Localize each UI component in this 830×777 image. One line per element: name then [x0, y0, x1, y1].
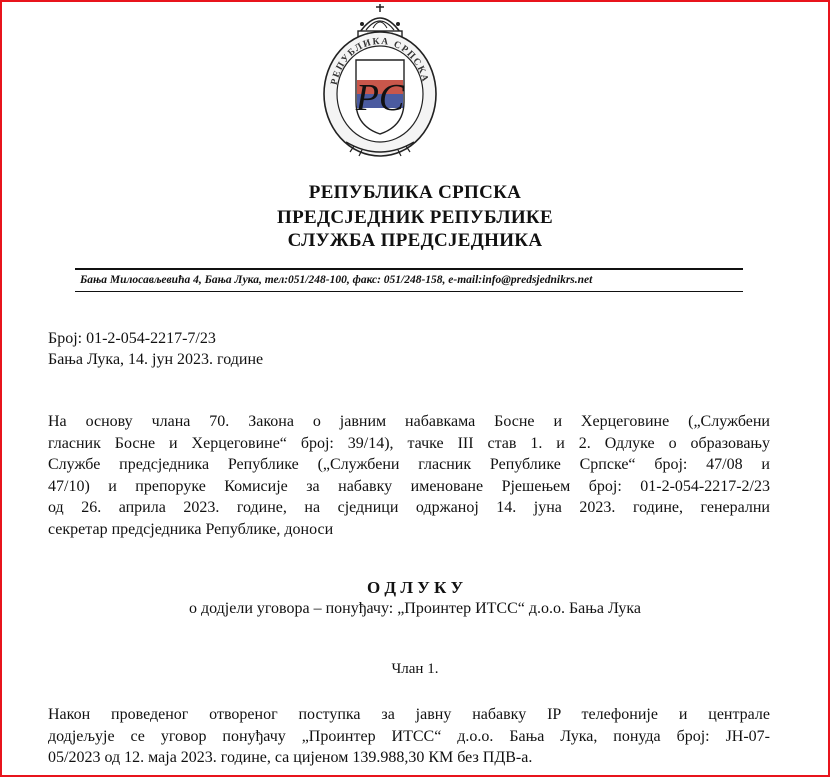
- document-number: Број: 01-2-054-2217-7/23: [48, 330, 216, 347]
- article-1-heading: Члан 1.: [391, 661, 439, 677]
- coat-of-arms-seal: [316, 2, 444, 162]
- seal-monogram: РС: [355, 77, 405, 119]
- header-office: СЛУЖБА ПРЕДСЈЕДНИКА: [287, 230, 543, 251]
- intro-paragraph: [48, 411, 770, 541]
- header-republic: РЕПУБЛИКА СРПСКА: [308, 182, 522, 203]
- intro-line: На основу члана 70. Закона о јавним набавкама Босне и Херцеговине („Службени: [48, 413, 770, 430]
- article-line: 05/2023 од 12. маја 2023. године, са цијеном 139.988,30 КМ без ПДВ-а.: [48, 749, 533, 767]
- article-1-paragraph: [48, 704, 770, 769]
- decision-title: О Д Л У К У: [366, 578, 464, 597]
- intro-line: секретар предсједника Републике, доноси: [48, 520, 334, 538]
- intro-line: 47/10) и препоруке Комисије за набавку именоване Рјешењем број: 01-2-054-2217-2/23: [48, 477, 770, 495]
- intro-line: Службе предсједника Републике („Службени гласник Републике Српске“ број: 47/08 и: [48, 456, 770, 474]
- header-contact: Бања Милосављевића 4, Бања Лука, тел:051/248-100, факс: 051/248-158, e-mail:info@predsjednikrs.net: [80, 274, 593, 286]
- header-rule-bottom: [75, 291, 743, 292]
- article-line: додјељује се уговор понуђачу „Проинтер ИТСС“ д.о.о. Бања Лука, понуда број: ЈН-07-: [48, 727, 770, 745]
- intro-line: гласник Босне и Херцеговине“ број: 39/14), тачке III став 1. и 2. Одлуке о образовању: [48, 434, 770, 452]
- header-rule-top: [75, 268, 743, 270]
- article-line: Након проведеног отвореног поступка за јавну набавку IP телефоније и централе: [48, 706, 770, 723]
- intro-line: од 26. априла 2023. године, на сједници одржаној 14. јуна 2023. године, генерални: [48, 499, 770, 517]
- document-place-date: Бања Лука, 14. јун 2023. године: [48, 351, 264, 368]
- seal-ring-text: РЕПУБЛИКА СРПСКА: [329, 36, 430, 86]
- decision-subtitle: о додјели уговора – понуђачу: „Проинтер ИТСС“ д.о.о. Бања Лука: [188, 600, 642, 617]
- header-president: ПРЕДСЈЕДНИК РЕПУБЛИКЕ: [277, 207, 553, 228]
